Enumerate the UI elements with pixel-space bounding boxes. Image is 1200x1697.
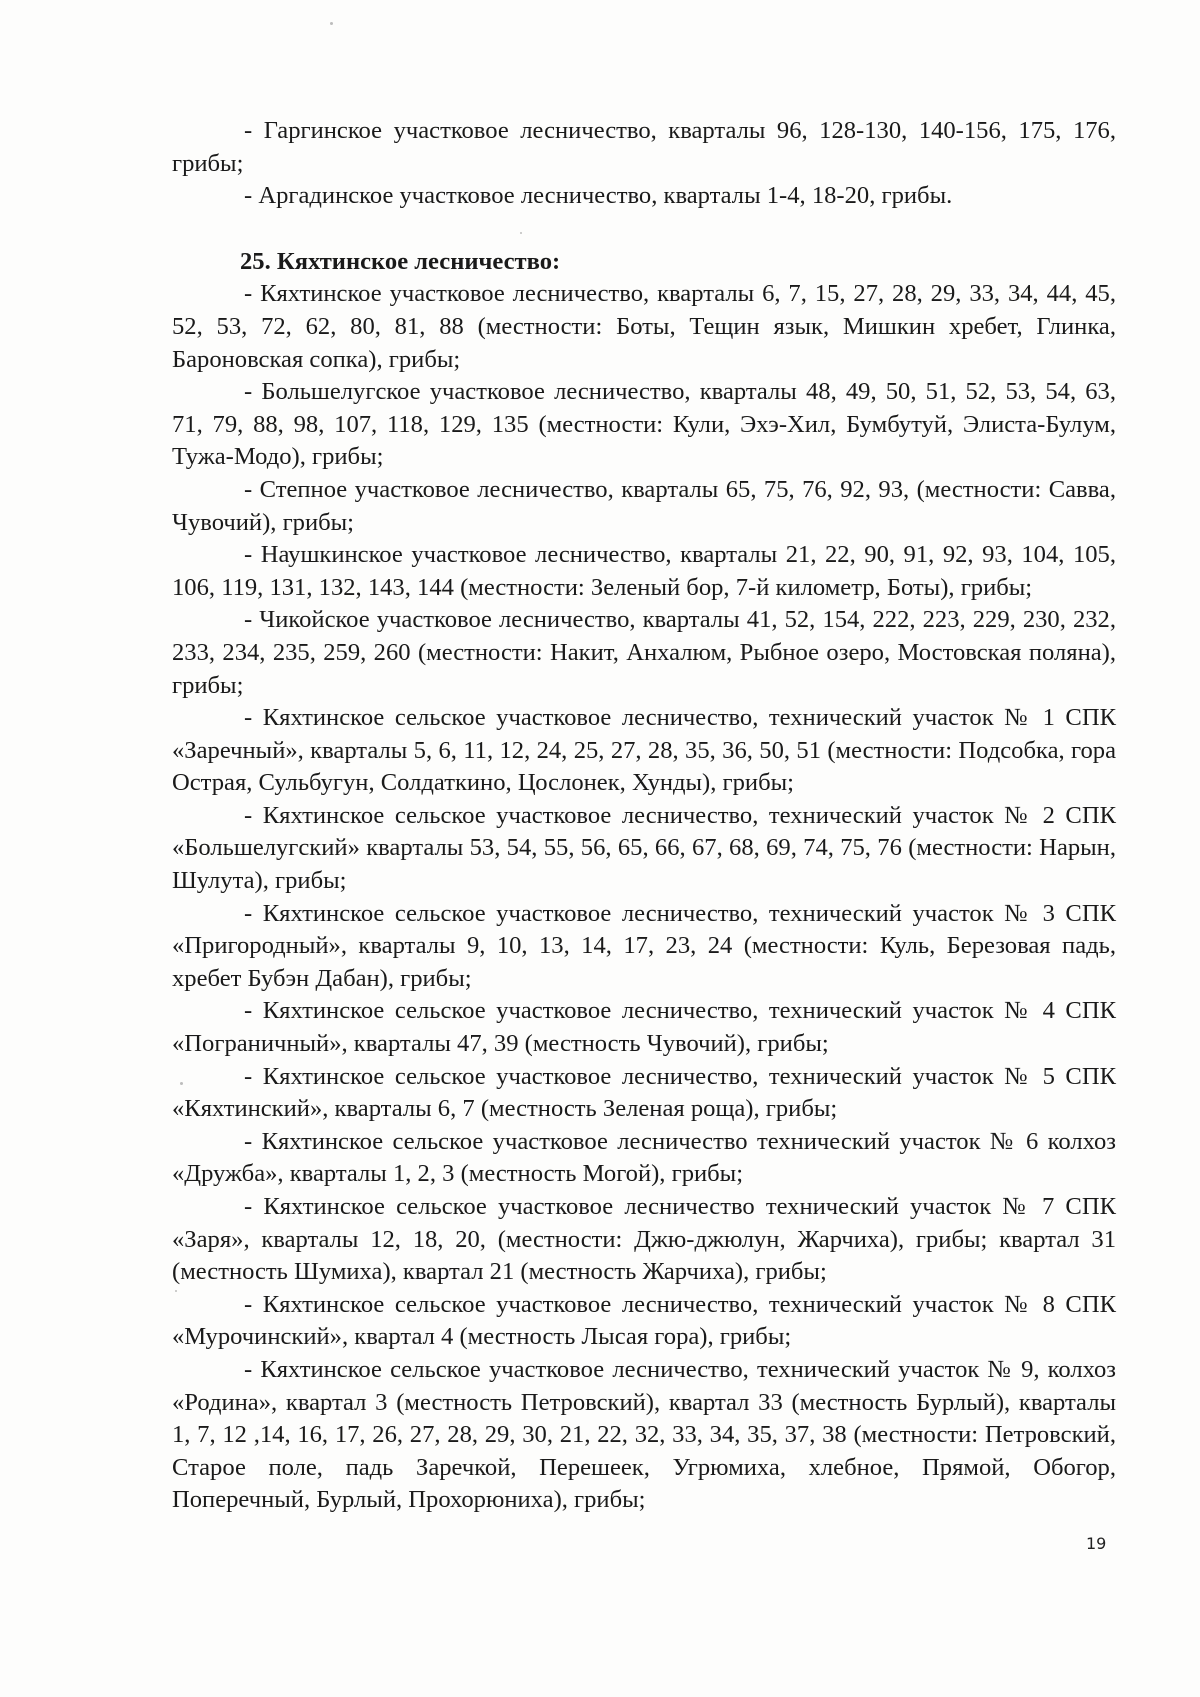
section-heading: 25. Кяхтинское лесничество: <box>240 247 561 275</box>
paragraph-bolshelug: - Большелугское участковое лесничество, кварталы 48, 49, 50, 51, 52, 53, 54, 63, 71, 79, 88, 98, 107, 118, 129, 135 (местности: Кули, Эхэ-Хил, Бумбутуй, Элиста-Булум, Тужа-Модо), грибы; <box>172 378 1116 471</box>
paragraph-tech-site-7: - Кяхтинское сельское участковое лесничество технический участок № 7 СПК «Заря», кварталы 12, 18, 20, (местности: Джю-джюлун, Жарчиха), грибы; квартал 31 (местность Шумиха), квартал 21 (местность Жарчиха), грибы; <box>172 1193 1116 1286</box>
paragraph-tech-site-5: - Кяхтинское сельское участковое лесничество, технический участок № 5 СПК «Кяхтинский», кварталы 6, 7 (местность Зеленая роща), грибы; <box>172 1062 1116 1123</box>
paragraph-tech-site-8: - Кяхтинское сельское участковое лесничество, технический участок № 8 СПК «Мурочинский», квартал 4 (местность Лысая гора), грибы; <box>172 1290 1116 1351</box>
paragraph-naushki: - Наушкинское участковое лесничество, кварталы 21, 22, 90, 91, 92, 93, 104, 105, 106, 119, 131, 132, 143, 144 (местности: Зеленый бор, 7-й километр, Боты), грибы; <box>172 541 1116 601</box>
paragraph-tech-site-3: - Кяхтинское сельское участковое лесничество, технический участок № 3 СПК «Пригородный», кварталы 9, 10, 13, 14, 17, 23, 24 (местности: Куль, Березовая падь, хребет Бубэн Дабан), грибы; <box>172 899 1116 992</box>
paragraph-argadin: - Аргадинское участковое лесничество, кварталы 1-4, 18-20, грибы. <box>244 182 953 210</box>
scan-speck <box>330 22 333 25</box>
paragraph-chikoy: - Чикойское участковое лесничество, кварталы 41, 52, 154, 222, 223, 229, 230, 232, 233, 234, 235, 259, 260 (местности: Накит, Анхалюм, Рыбное озеро, Мостовская поляна), грибы; <box>172 606 1116 699</box>
paragraph-tech-site-9: - Кяхтинское сельское участковое лесничество, технический участок № 9, колхоз «Родина», квартал 3 (местность Петровский), квартал 33 (местность Бурлый), кварталы 1, 7, 12 ,14, 16, 17, 26, 27, 28, 29, 30, 21, 22, 32, 33, 34, 35, 37, 38 (местности: Петровский, Старое поле, падь Заречкой, Перешеек, Угрюмиха, хлебное, Прямой, Обогор, Поперечный, Бурлый, Прохорюниха), грибы; <box>172 1355 1116 1514</box>
page-number: 19 <box>1086 1534 1107 1553</box>
paragraph-kyakhta: - Кяхтинское участковое лесничество, кварталы 6, 7, 15, 27, 28, 29, 33, 34, 44, 45, 52, 53, 72, 62, 80, 81, 88 (местности: Боты, Тещин язык, Мишкин хребет, Глинка, Бароновская сопка), грибы; <box>172 280 1116 373</box>
document-body <box>172 115 1116 1517</box>
paragraph-tech-site-2: - Кяхтинское сельское участковое лесничество, технический участок № 2 СПК «Большелугский» кварталы 53, 54, 55, 56, 65, 66, 67, 68, 69, 74, 75, 76 (местности: Нарын, Шулута), грибы; <box>172 801 1116 895</box>
paragraph-stepnoe: - Степное участковое лесничество, кварталы 65, 75, 76, 92, 93, (местности: Савва, Чувочий), грибы; <box>172 475 1116 536</box>
paragraph-tech-site-1: - Кяхтинское сельское участковое лесничество, технический участок № 1 СПК «Заречный», кварталы 5, 6, 11, 12, 24, 25, 27, 28, 35, 36, 50, 51 (местности: Подсобка, гора Острая, Сульбугун, Солдаткино, Цослонек, Хунды), грибы; <box>172 704 1116 797</box>
spacer <box>172 213 1116 246</box>
paragraph-tech-site-6: - Кяхтинское сельское участковое лесничество технический участок № 6 колхоз «Дружба», кварталы 1, 2, 3 (местность Могой), грибы; <box>172 1127 1116 1188</box>
paragraph-tech-site-4: - Кяхтинское сельское участковое лесничество, технический участок № 4 СПК «Пограничный», кварталы 47, 39 (местность Чувочий), грибы; <box>172 997 1116 1058</box>
paragraph-gargin: - Гаргинское участковое лесничество, кварталы 96, 128-130, 140-156, 175, 176, грибы; <box>172 117 1116 177</box>
